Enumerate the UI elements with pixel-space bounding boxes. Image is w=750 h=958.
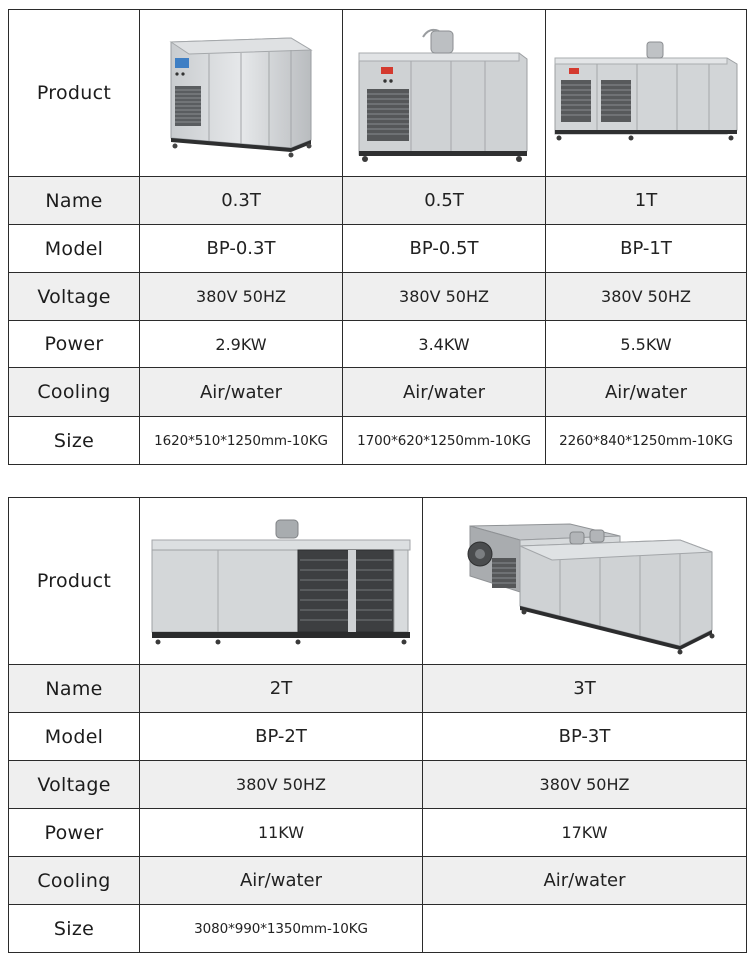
spec-table-small-models <box>8 9 747 465</box>
product-image-cell <box>140 498 423 665</box>
ice-block-machine-0.3t-image <box>161 28 321 158</box>
name-cell: 2T <box>140 665 423 713</box>
size-cell: 1620*510*1250mm-10KG <box>140 417 343 465</box>
voltage-row <box>9 761 747 809</box>
name-cell: 0.3T <box>140 177 343 225</box>
product-image-cell <box>140 10 343 177</box>
product-image-cell <box>343 10 546 177</box>
power-cell: 3.4KW <box>343 321 546 368</box>
row-label-voltage: Voltage <box>9 761 140 809</box>
cooling-cell: Air/water <box>140 368 343 417</box>
power-cell: 2.9KW <box>140 321 343 368</box>
model-cell: BP-3T <box>423 713 747 761</box>
model-cell: BP-0.5T <box>343 225 546 273</box>
row-label-model: Model <box>9 225 140 273</box>
size-row <box>9 417 747 465</box>
model-cell: BP-0.3T <box>140 225 343 273</box>
size-cell: 1700*620*1250mm-10KG <box>343 417 546 465</box>
ice-block-machine-0.5t-image <box>351 23 537 163</box>
cooling-row <box>9 857 747 905</box>
name-row <box>9 177 747 225</box>
name-cell: 0.5T <box>343 177 546 225</box>
power-cell: 17KW <box>423 809 747 857</box>
power-row <box>9 809 747 857</box>
voltage-cell: 380V 50HZ <box>423 761 747 809</box>
model-cell: BP-1T <box>546 225 747 273</box>
ice-block-machine-2t-image <box>148 516 414 646</box>
product-image-cell <box>423 498 747 665</box>
power-cell: 5.5KW <box>546 321 747 368</box>
cooling-row <box>9 368 747 417</box>
product-row <box>9 498 747 665</box>
model-row <box>9 713 747 761</box>
voltage-row <box>9 273 747 321</box>
product-image-cell <box>546 10 747 177</box>
row-label-name: Name <box>9 665 140 713</box>
model-cell: BP-2T <box>140 713 423 761</box>
row-label-cooling: Cooling <box>9 368 140 417</box>
size-cell: 2260*840*1250mm-10KG <box>546 417 747 465</box>
name-row <box>9 665 747 713</box>
voltage-cell: 380V 50HZ <box>343 273 546 321</box>
row-label-size: Size <box>9 905 140 953</box>
spec-table-large-models <box>8 497 747 953</box>
power-row <box>9 321 747 368</box>
size-row <box>9 905 747 953</box>
row-label-voltage: Voltage <box>9 273 140 321</box>
cooling-cell: Air/water <box>140 857 423 905</box>
row-label-product: Product <box>9 498 140 665</box>
row-label-power: Power <box>9 321 140 368</box>
row-label-size: Size <box>9 417 140 465</box>
name-cell: 3T <box>423 665 747 713</box>
model-row <box>9 225 747 273</box>
ice-block-machine-1t-image <box>551 38 741 148</box>
cooling-cell: Air/water <box>546 368 747 417</box>
row-label-model: Model <box>9 713 140 761</box>
name-cell: 1T <box>546 177 747 225</box>
voltage-cell: 380V 50HZ <box>140 273 343 321</box>
voltage-cell: 380V 50HZ <box>546 273 747 321</box>
row-label-cooling: Cooling <box>9 857 140 905</box>
size-cell <box>423 905 747 953</box>
cooling-cell: Air/water <box>343 368 546 417</box>
voltage-cell: 380V 50HZ <box>140 761 423 809</box>
row-label-name: Name <box>9 177 140 225</box>
row-label-product: Product <box>9 10 140 177</box>
power-cell: 11KW <box>140 809 423 857</box>
ice-block-machine-3t-image <box>450 506 720 656</box>
size-cell: 3080*990*1350mm-10KG <box>140 905 423 953</box>
row-label-power: Power <box>9 809 140 857</box>
product-row <box>9 10 747 177</box>
cooling-cell: Air/water <box>423 857 747 905</box>
